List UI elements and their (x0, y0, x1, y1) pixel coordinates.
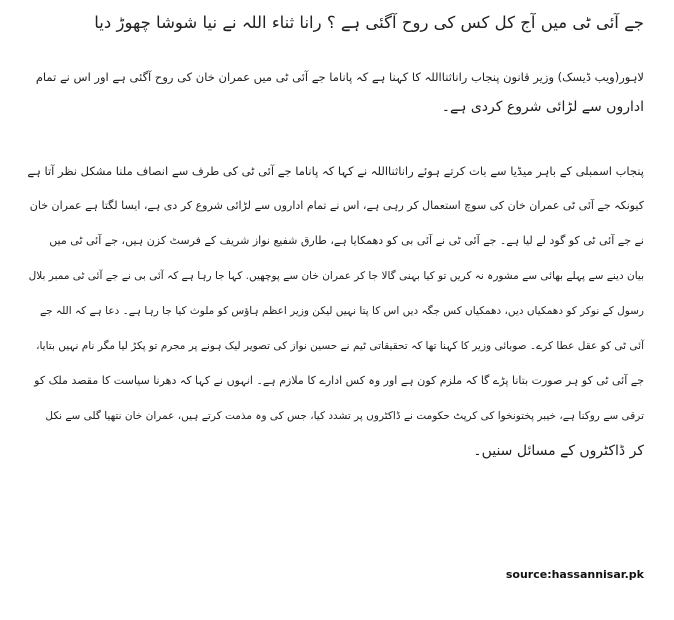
paragraph-line: نے جے آئی ٹی کو گود لے لیا ہے۔ جے آئی ٹی نے آئی بی کو دھمکایا ہے، طارق شفیع نواز شریف کے فرسٹ کزن ہیں، جے آئی ٹی میں (49, 234, 644, 247)
paragraph-line: کیونکہ جے آئی ٹی عمران خان کی سوچ استعمال کر رہی ہے، اس نے تمام اداروں سے لڑائی شروع کر دی ہے، ایسا لگتا ہے عمران خان (29, 199, 644, 212)
paragraph-line: رسول کے نوکر کو دھمکیاں دیں، دھمکیاں کس جگہ دیں اس کا پتا نہیں لیکن وزیر اعظم ہاؤس کو ملوث کیا جا رہا ہے۔ دعا ہے کہ اللہ جے (39, 305, 644, 317)
paragraph-line: لاہور(ویب ڈیسک) وزیر قانون پنجاب راناثنااللہ کا کہنا ہے کہ پاناما جے آئی ٹی میں عمران خان کی روح آگئی ہے اور اس نے تمام (35, 70, 644, 84)
paragraph-line: آئی ٹی کو عقل عطا کرے۔ صوبائی وزیر کا کہنا تھا کہ تحقیقاتی ٹیم نے حسین نواز کی تصویر لیک ہونے پر مجرم تو پکڑ لیا مگر نام نہیں بتایا، (36, 340, 644, 352)
paragraph-line: ترقی سے روکنا ہے، خیبر پختونخوا کی کرپٹ حکومت نے ڈاکٹروں پر تشدد کیا، جس کی وہ مذمت کرتے ہیں، عمران خان نتھیا گلی سے نکل (45, 410, 644, 422)
paragraph-line: بیان دینے سے پہلے بھائی سے مشورہ نہ کریں تو کیا بہنی گالا جا کر عمران خان سے پوچھیں. کہا جا رہا ہے کہ آئی بی نے جے آئی ٹی ممبر بلال (28, 270, 644, 282)
article-headline: جے آئی ٹی میں آج کل کس کی روح آگئی ہے ؟ رانا ثناء اللہ نے نیا شوشا چھوڑ دیا (94, 13, 644, 32)
paragraph-line: اداروں سے لڑائی شروع کردی ہے۔ (441, 99, 644, 115)
paragraph-line: پنجاب اسمبلی کے باہر میڈیا سے بات کرتے ہوئے راناثنااللہ نے کہا کہ پاناما جے آئی ٹی کی طرف سے انصاف ملنا مشکل نظر آتا ہے (27, 164, 644, 178)
paragraph-line: کر ڈاکٹروں کے مسائل سنیں۔ (473, 443, 644, 459)
source-credit: source:hassannisar.pk (505, 568, 644, 581)
paragraph-line: جے آئی ٹی کو ہر صورت بتانا پڑے گا کہ ملزم کون ہے اور وہ کس ادارے کا ملازم ہے۔ انہوں نے کہا کہ دھرنا سیاست کا مقصد ملک کو (34, 374, 644, 387)
